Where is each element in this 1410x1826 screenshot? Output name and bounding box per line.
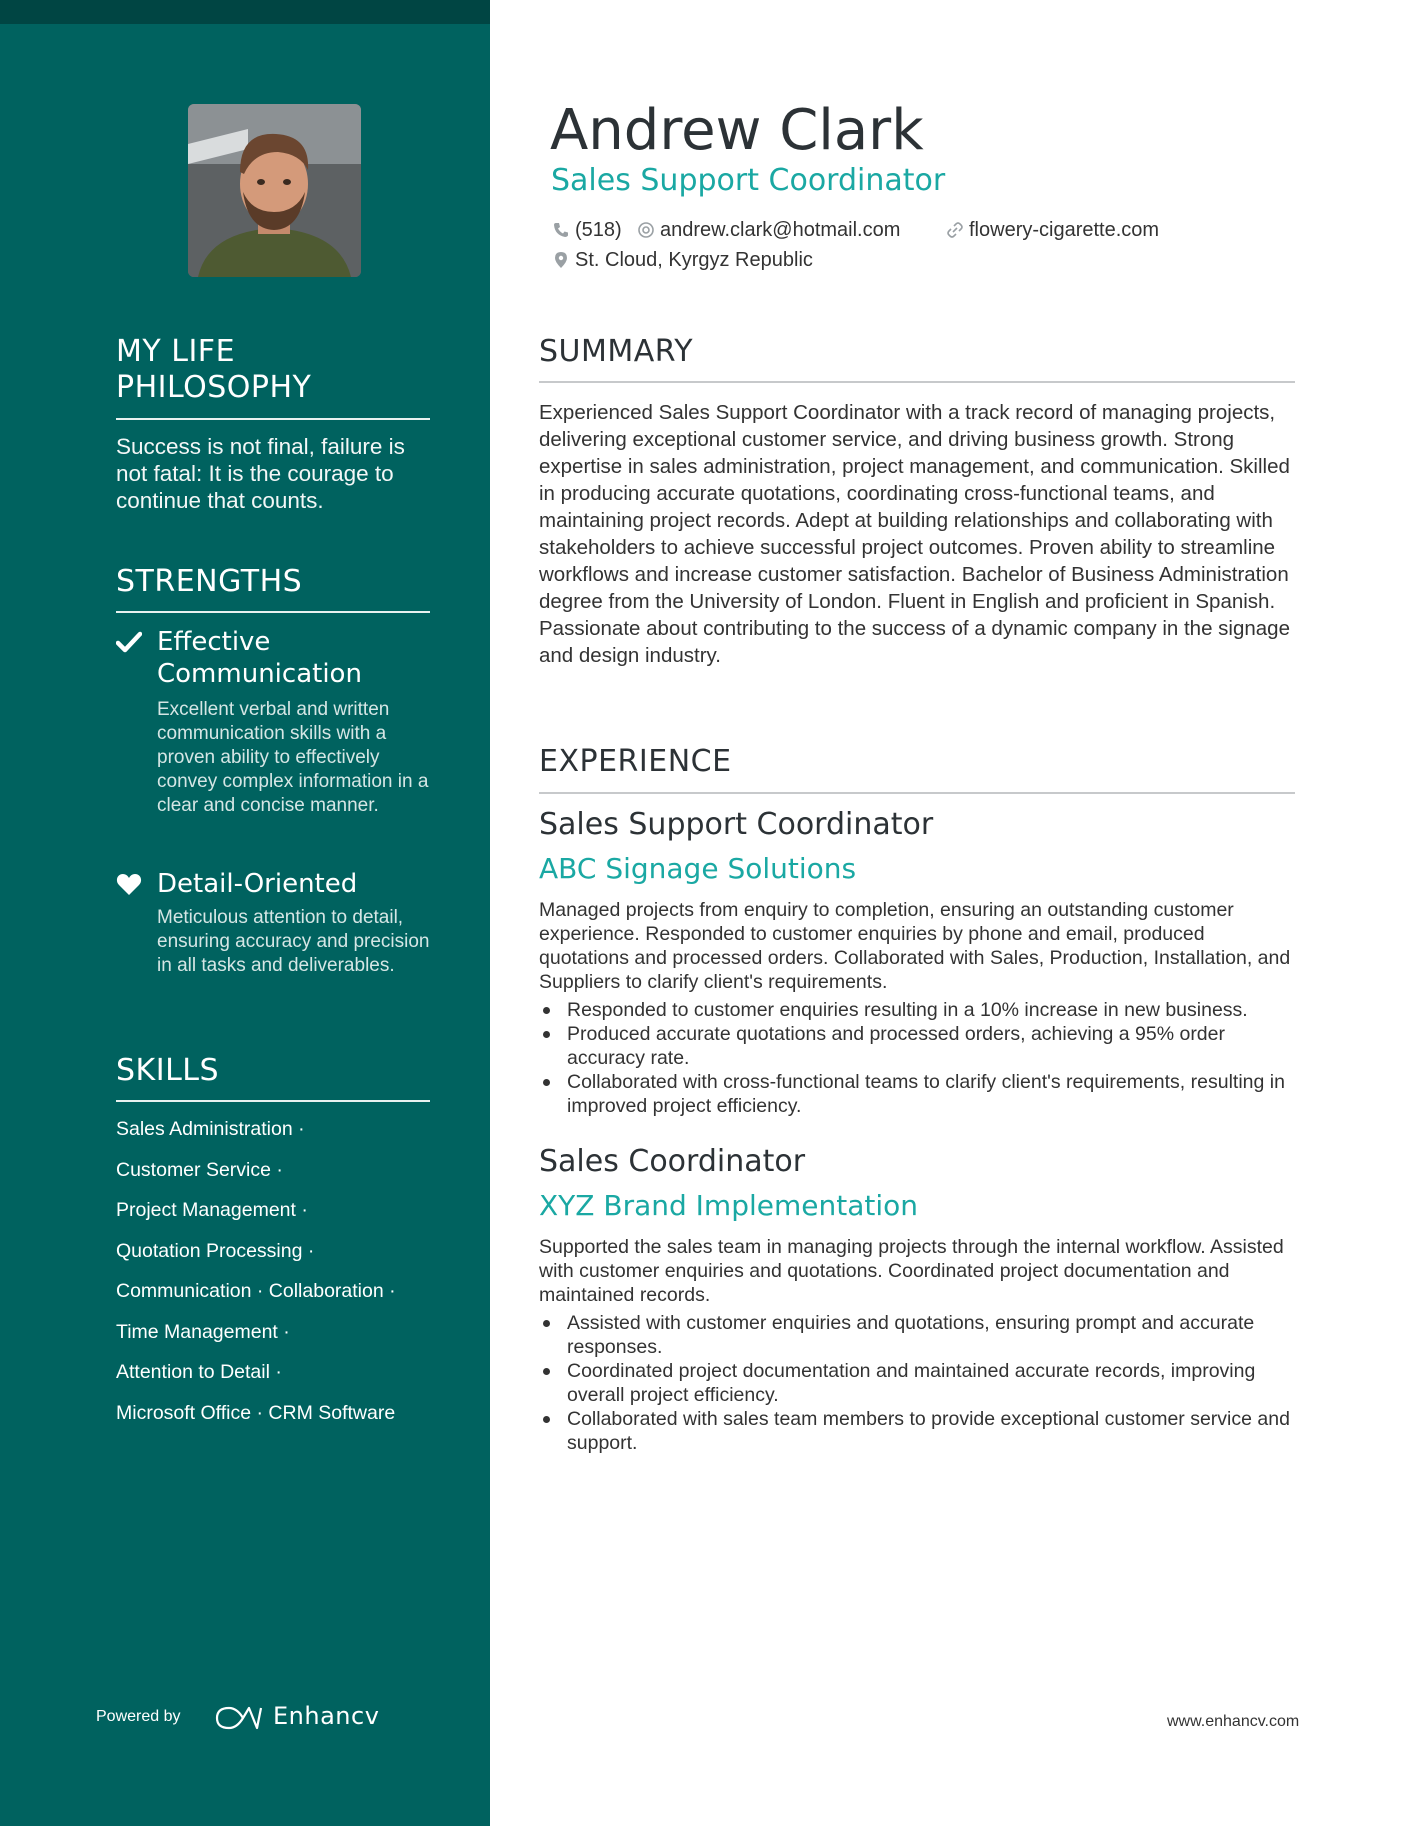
skills-list xyxy=(116,1115,436,1439)
contact-website[interactable]: flowery-cigarette.com xyxy=(969,219,1160,241)
job-bullet-text: Assisted with customer enquiries and quotations, ensuring prompt and accurate responses. xyxy=(567,1312,1255,1358)
summary-heading: SUMMARY xyxy=(539,334,694,369)
contact-phone[interactable]: (518) xyxy=(575,219,622,241)
check-icon xyxy=(116,630,142,654)
philosophy-heading: MY LIFE PHILOSOPHY xyxy=(116,334,312,405)
skill-row: Time Management · xyxy=(116,1320,290,1343)
job-bullet-text: Produced accurate quotations and processed orders, achieving a 95% order accuracy rate. xyxy=(567,1023,1225,1069)
job-bullet xyxy=(539,1311,1299,1359)
strengths-heading: STRENGTHS xyxy=(116,564,303,599)
profile-photo xyxy=(188,104,361,277)
summary-divider xyxy=(539,381,1295,383)
skill-row: Microsoft Office · CRM Software xyxy=(116,1401,396,1424)
enhancv-logo-text: Enhancv xyxy=(273,1702,380,1730)
job-bullets xyxy=(539,998,1299,1118)
contact-email[interactable]: andrew.clark@hotmail.com xyxy=(660,219,901,241)
heart-icon xyxy=(116,872,142,896)
footer-site-link[interactable]: www.enhancv.com xyxy=(1167,1713,1300,1730)
powered-by-label: Powered by xyxy=(96,1708,181,1725)
job-description: Managed projects from enquiry to completion, ensuring an outstanding customer experience. Responded to customer enquiries by phone and email, produced quotations and processed orders. Collaborated with Sales, Production, Installation, and Suppliers to clarify client's requirements. xyxy=(539,899,1291,993)
link-icon xyxy=(946,221,964,239)
job-bullet-text: Collaborated with sales team members to provide exceptional customer service and support. xyxy=(567,1408,1290,1454)
skills-heading: SKILLS xyxy=(116,1053,220,1088)
job-description: Supported the sales team in managing projects through the internal workflow. Assisted with customer enquiries and quotations. Coordinated project documentation and maintained records. xyxy=(539,1236,1284,1306)
skill-row: Communication · Collaboration · xyxy=(116,1280,396,1302)
contact-location: St. Cloud, Kyrgyz Republic xyxy=(575,249,813,271)
skill-row: Customer Service · xyxy=(116,1158,283,1181)
experience-heading: EXPERIENCE xyxy=(539,744,732,779)
job-bullet-text: Responded to customer enquiries resulting in a 10% increase in new business. xyxy=(567,999,1248,1021)
strength-title: Effective Communication xyxy=(157,627,362,689)
skill-row: Quotation Processing · xyxy=(116,1239,315,1262)
sidebar xyxy=(0,0,490,1826)
strength-description: Excellent verbal and written communication skills with a proven ability to effectively convey complex information in a clear and concise manner. xyxy=(157,699,429,816)
job-bullets xyxy=(539,1311,1299,1455)
skill-row: Project Management · xyxy=(116,1199,308,1221)
job-title: Sales Support Coordinator xyxy=(539,807,934,842)
enhancv-logo[interactable] xyxy=(215,1702,380,1733)
job-bullet xyxy=(539,1407,1299,1455)
top-band xyxy=(0,0,490,24)
skill-row: Sales Administration · xyxy=(116,1118,305,1140)
enhancv-logo-icon xyxy=(215,1703,263,1733)
skill-row: Attention to Detail · xyxy=(116,1361,282,1383)
strengths-divider xyxy=(116,611,430,613)
location-pin-icon xyxy=(552,251,570,269)
strength-title: Detail-Oriented xyxy=(157,869,358,899)
experience-divider xyxy=(539,792,1295,794)
job-company[interactable]: XYZ Brand Implementation xyxy=(539,1189,918,1222)
candidate-role: Sales Support Coordinator xyxy=(551,163,946,198)
candidate-name: Andrew Clark xyxy=(550,98,924,163)
skills-divider xyxy=(116,1100,430,1102)
at-icon xyxy=(637,221,655,239)
philosophy-quote: Success is not final, failure is not fatal: It is the courage to continue that counts. xyxy=(116,434,405,513)
job-company[interactable]: ABC Signage Solutions xyxy=(539,852,857,885)
job-title: Sales Coordinator xyxy=(539,1144,806,1179)
job-bullet xyxy=(539,1070,1299,1118)
job-bullet-text: Coordinated project documentation and maintained accurate records, improving overall project efficiency. xyxy=(567,1360,1256,1406)
summary-text: Experienced Sales Support Coordinator with a track record of managing projects, delivering exceptional customer service, and driving business growth. Strong expertise in sales administration, project management, and communication. Skilled in producing accurate quotations, coordinating cross-functional teams, and maintaining project records. Adept at building relationships and collaborating with stakeholders to achieve successful project outcomes. Proven ability to streamline workflows and increase customer satisfaction. Bachelor of Business Administration degree from the University of London. Fluent in English and proficient in Spanish. Passionate about contributing to the success of a dynamic company in the signage and design industry. xyxy=(539,401,1290,667)
job-bullet xyxy=(539,998,1299,1022)
job-bullet-text: Collaborated with cross-functional teams to clarify client's requirements, resulting in improved project efficiency. xyxy=(567,1071,1285,1117)
job-bullet xyxy=(539,1359,1299,1407)
strength-description: Meticulous attention to detail, ensuring accuracy and precision in all tasks and deliverables. xyxy=(157,907,430,976)
philosophy-divider xyxy=(116,418,430,420)
phone-icon xyxy=(552,221,570,239)
job-bullet xyxy=(539,1022,1299,1070)
